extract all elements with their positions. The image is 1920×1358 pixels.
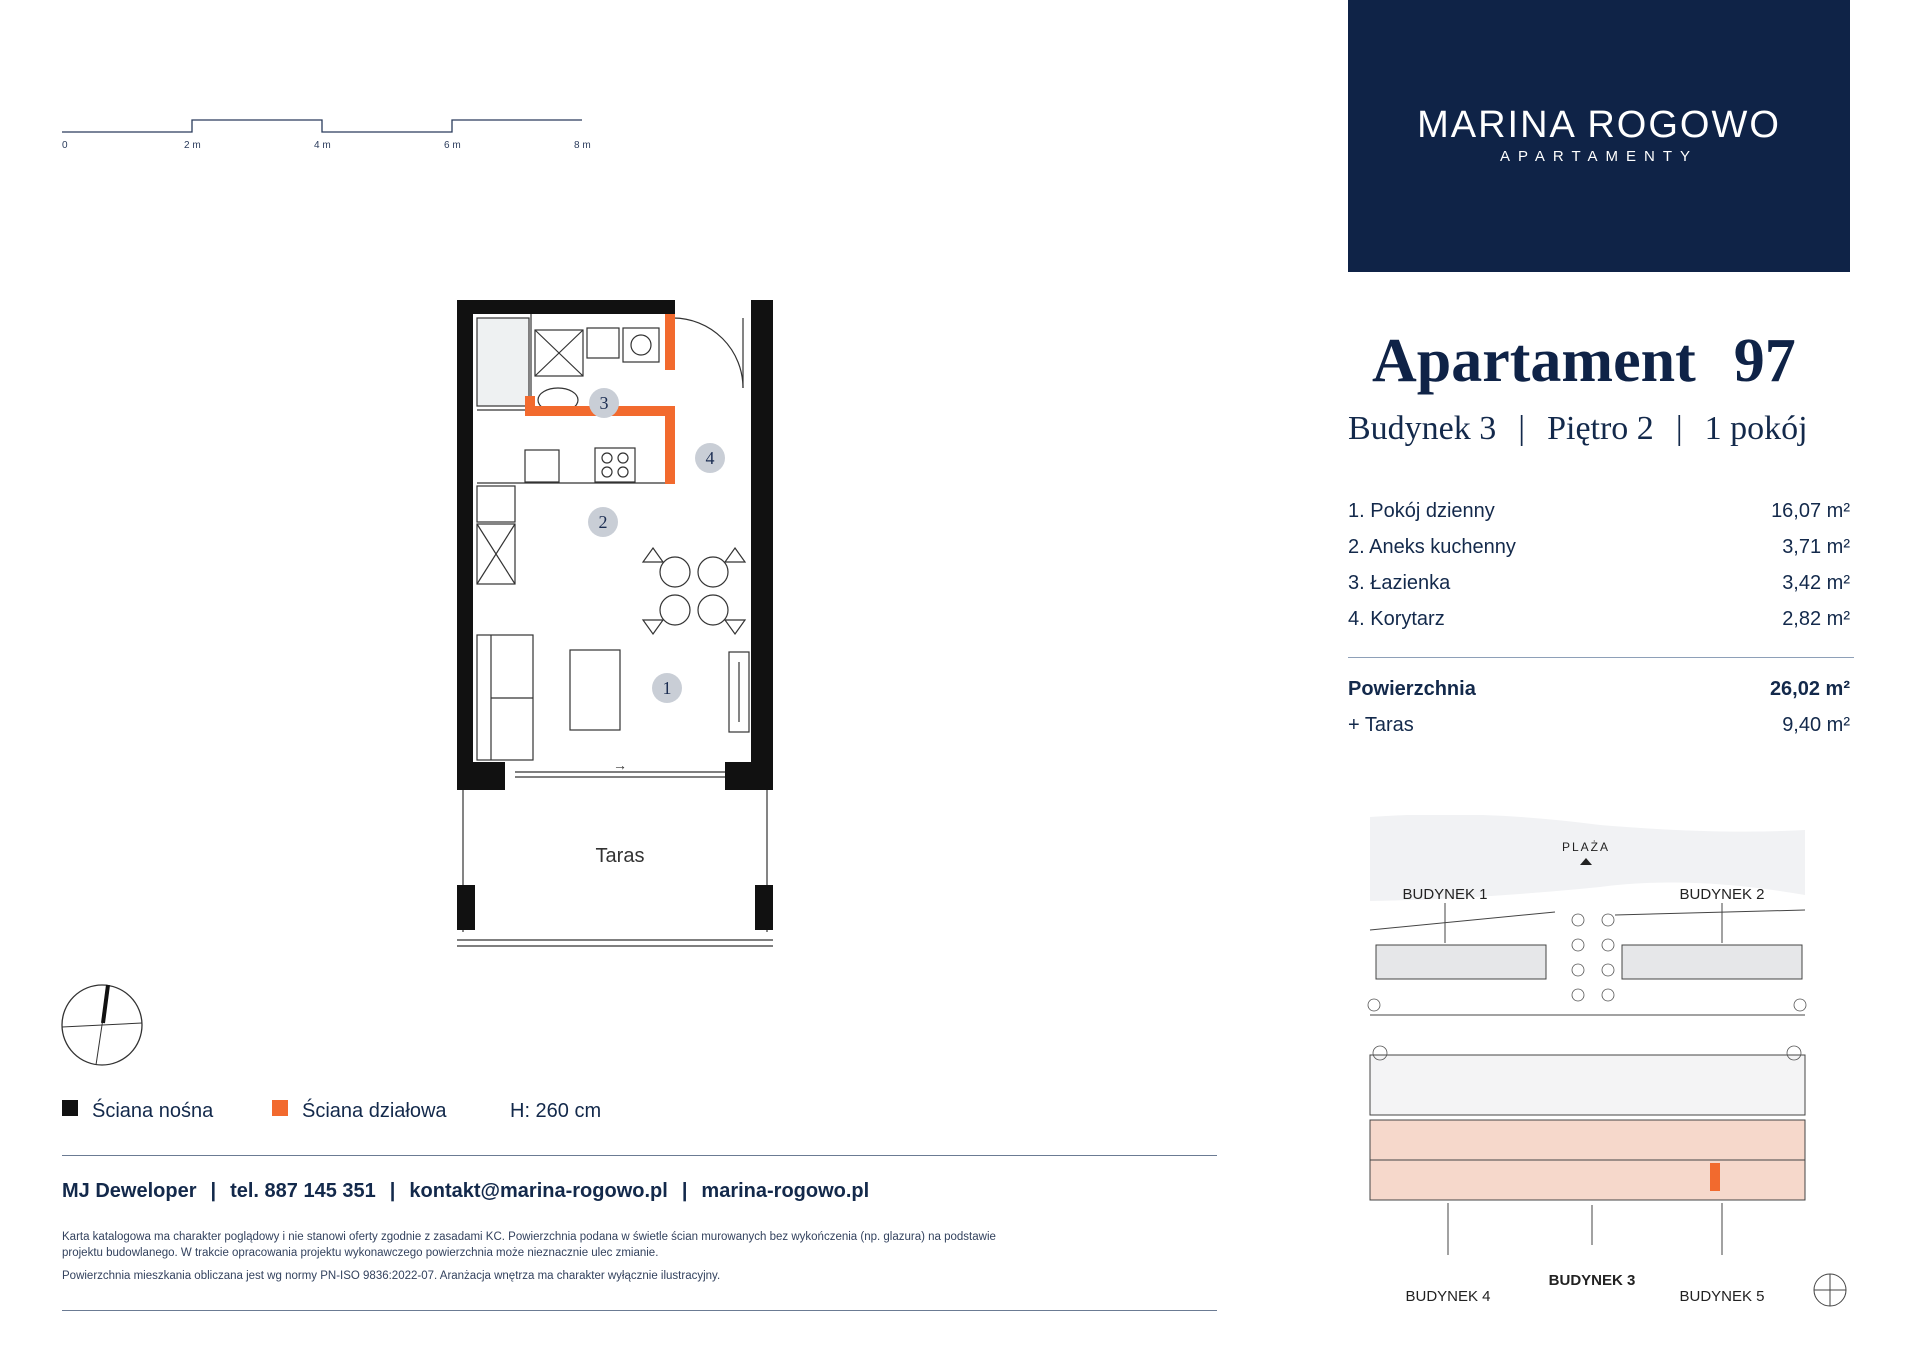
site-building-label: BUDYNEK 3 <box>1548 1272 1636 1289</box>
apartment-building: Budynek 3 <box>1348 410 1497 447</box>
room-row <box>1348 608 1850 638</box>
room-badge-number: 4 <box>705 448 715 468</box>
site-compass-icon <box>1814 1274 1846 1306</box>
room-area: 16,07 m² <box>1771 500 1850 522</box>
terrace-area-row <box>1348 714 1850 744</box>
compass-icon <box>60 983 150 1073</box>
room-row <box>1348 500 1850 530</box>
website-link[interactable]: marina-rogowo.pl <box>701 1180 870 1202</box>
apartment-highlight <box>1710 1163 1720 1191</box>
contact-bar <box>62 1180 869 1203</box>
apartment-rooms: 1 pokój <box>1704 410 1808 447</box>
room-badge <box>588 507 618 537</box>
company-name: MJ Deweloper <box>62 1180 197 1202</box>
door-arrow: → <box>613 757 627 773</box>
disclaimer-line: Powierzchnia mieszkania obliczana jest wg normy PN-ISO 9836:2022-07. Aranżacja wnętrza ma charakter wyłącznie ilustracyjny. <box>62 1270 721 1282</box>
room-badge <box>652 673 682 703</box>
load-bearing-swatch <box>62 1100 78 1116</box>
divider <box>62 1310 1217 1311</box>
apartment-title <box>1372 326 1796 397</box>
site-beach-label: PLAŻA <box>1561 840 1611 854</box>
brand-name: MARINA ROGOWO <box>1417 104 1781 146</box>
total-area-row <box>1348 678 1850 708</box>
terrace-label: Taras <box>595 845 645 867</box>
site-building-label: BUDYNEK 5 <box>1679 1288 1765 1305</box>
scale-bar <box>62 110 592 136</box>
disclaimer-line: Karta katalogowa ma charakter poglądowy i nie stanowi oferty zgodnie z zasadami KC. Powierzchnia podana w świetle ścian murowanych bez wykończenia (np. glazura) na podstawie <box>62 1231 996 1243</box>
contact-separator: | <box>389 1180 396 1202</box>
room-badge-number: 1 <box>662 678 672 698</box>
room-row <box>1348 536 1850 566</box>
contact-separator: | <box>681 1180 688 1202</box>
contact-separator: | <box>210 1180 217 1202</box>
total-area-label: Powierzchnia <box>1348 678 1476 700</box>
room-label: 2. Aneks kuchenny <box>1348 536 1516 558</box>
room-badge-number: 3 <box>599 393 609 413</box>
disclaimer-line: projektu budowlanego. W trakcie opracowania projektu wykonawczego powierzchnia może nieznacznie ulec zmianie. <box>62 1247 659 1259</box>
room-badge-number: 2 <box>598 512 608 532</box>
scale-tick-label: 2 m <box>184 140 201 151</box>
partition-swatch <box>272 1100 288 1116</box>
apartment-floor: Piętro 2 <box>1547 410 1654 447</box>
terrace-area-label: + Taras <box>1348 714 1414 736</box>
ceiling-height: H: 260 cm <box>510 1100 602 1122</box>
apartment-number: 97 <box>1733 327 1796 395</box>
room-badge <box>695 443 725 473</box>
scale-labels <box>62 140 602 154</box>
floor-plan <box>455 300 785 950</box>
site-building-label: BUDYNEK 2 <box>1679 886 1765 903</box>
brand-logo-box <box>1348 0 1850 272</box>
scale-tick-label: 4 m <box>314 140 331 151</box>
room-row <box>1348 572 1850 602</box>
meta-separator: | <box>1518 410 1526 447</box>
legend-partition-label: Ściana działowa <box>302 1100 447 1122</box>
legend-partition <box>272 1100 447 1123</box>
apartment-meta <box>1348 410 1850 448</box>
site-plan <box>1360 815 1850 1325</box>
total-area-value: 26,02 m² <box>1769 678 1850 700</box>
room-label: 4. Korytarz <box>1348 608 1445 630</box>
brand-subtitle: APARTAMENTY <box>1499 148 1699 165</box>
room-label: 1. Pokój dzienny <box>1348 500 1495 522</box>
room-area: 2,82 m² <box>1782 608 1850 630</box>
room-label: 3. Łazienka <box>1348 572 1451 594</box>
scale-tick-label: 0 <box>62 140 68 151</box>
divider <box>1348 657 1854 658</box>
terrace-area-value: 9,40 m² <box>1782 714 1850 736</box>
divider <box>62 1155 1217 1156</box>
room-badge <box>589 388 619 418</box>
room-area: 3,71 m² <box>1782 536 1850 558</box>
room-area: 3,42 m² <box>1782 572 1850 594</box>
scale-tick-label: 8 m <box>574 140 591 151</box>
email-link[interactable]: kontakt@marina-rogowo.pl <box>409 1180 668 1202</box>
apartment-title-word: Apartament <box>1372 327 1696 395</box>
legend-load-bearing-label: Ściana nośna <box>92 1100 214 1122</box>
site-building-label: BUDYNEK 4 <box>1405 1288 1491 1305</box>
meta-separator: | <box>1675 410 1683 447</box>
site-building-label: BUDYNEK 1 <box>1402 886 1488 903</box>
phone-link[interactable]: tel. 887 145 351 <box>230 1180 376 1202</box>
legend-load-bearing <box>62 1100 213 1123</box>
scale-tick-label: 6 m <box>444 140 461 151</box>
